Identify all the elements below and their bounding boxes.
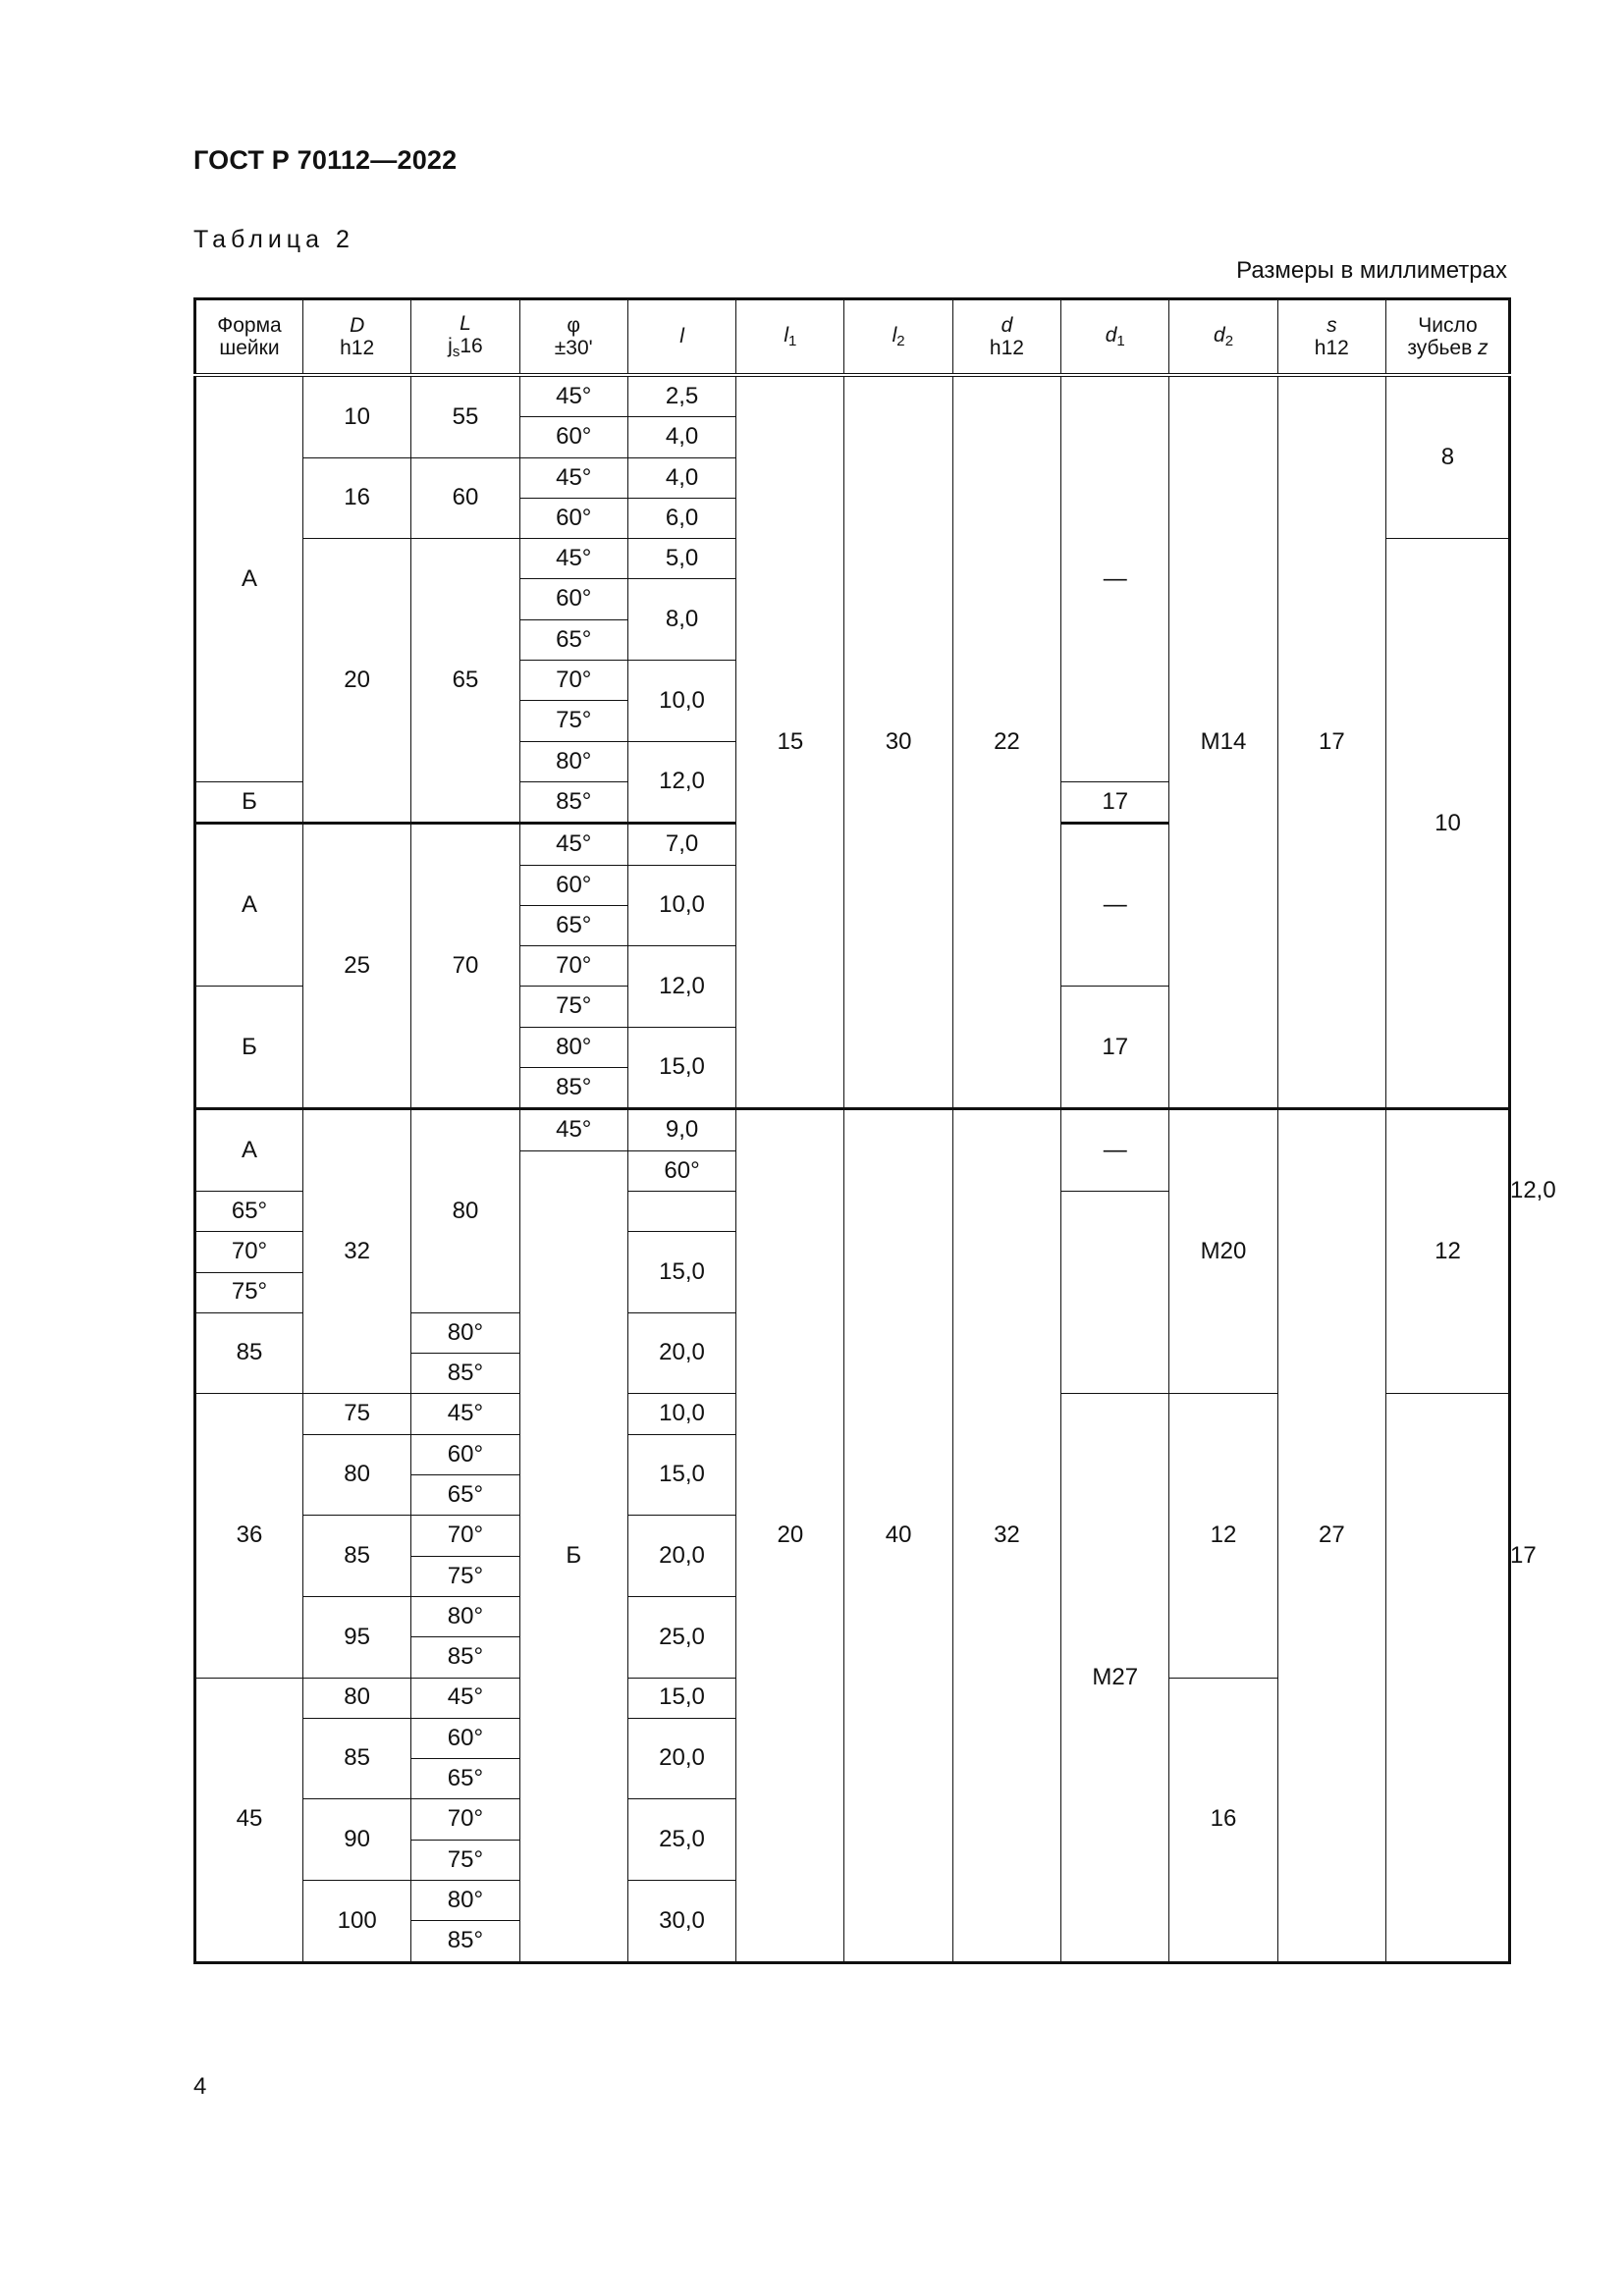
cell-L: 80 bbox=[411, 1109, 519, 1312]
cell-D: 36 bbox=[195, 1394, 303, 1678]
cell-phi: 75° bbox=[519, 987, 627, 1027]
cell-l: 15,0 bbox=[627, 1678, 735, 1718]
cell-L: 80 bbox=[303, 1678, 411, 1718]
cell-phi: 60° bbox=[627, 1150, 735, 1191]
cell-l: 5,0 bbox=[627, 539, 735, 579]
cell-L: 85 bbox=[303, 1516, 411, 1597]
cell-teeth-count: 10 bbox=[1385, 539, 1509, 1109]
cell-phi: 45° bbox=[411, 1678, 519, 1718]
table-row bbox=[195, 375, 1510, 417]
cell-l2: 30 bbox=[844, 375, 952, 1109]
cell-phi: 45° bbox=[411, 1394, 519, 1434]
cell-d2: M14 bbox=[1169, 375, 1277, 1109]
cell-phi: 65° bbox=[519, 619, 627, 660]
cell-d: 22 bbox=[952, 375, 1060, 1109]
cell-l: 25,0 bbox=[627, 1596, 735, 1678]
col-header-l2: $l_2$ bbox=[844, 299, 952, 376]
col-header-L: L $j_s16$ bbox=[411, 299, 519, 376]
cell-L: 75 bbox=[303, 1394, 411, 1434]
table-caption: Таблица 2 bbox=[193, 226, 354, 253]
cell-phi: 75° bbox=[411, 1840, 519, 1880]
cell-phi: 80° bbox=[411, 1880, 519, 1920]
cell-neck-form: А bbox=[195, 375, 303, 781]
table-row bbox=[195, 1109, 1510, 1150]
cell-L: 90 bbox=[303, 1799, 411, 1881]
cell-neck-form: Б bbox=[195, 987, 303, 1109]
cell-d2: M27 bbox=[1061, 1394, 1169, 1962]
cell-l: 7,0 bbox=[627, 824, 735, 865]
cell-phi: 65° bbox=[519, 905, 627, 945]
cell-phi: 85° bbox=[519, 1068, 627, 1109]
col-header-d: d h12 bbox=[952, 299, 1060, 376]
cell-l: 12,0 bbox=[627, 741, 735, 824]
cell-D: 16 bbox=[303, 457, 411, 539]
cell-phi: 85° bbox=[411, 1354, 519, 1394]
cell-d1: 17 bbox=[1061, 987, 1169, 1109]
cell-phi: 85° bbox=[519, 781, 627, 823]
cell-D: 32 bbox=[303, 1109, 411, 1394]
cell-l: 30,0 bbox=[627, 1880, 735, 1962]
cell-s: 17 bbox=[1277, 375, 1385, 1109]
cell-L: 100 bbox=[303, 1880, 411, 1962]
cell-phi: 75° bbox=[519, 701, 627, 741]
cell-phi: 60° bbox=[519, 498, 627, 538]
cell-D: 25 bbox=[303, 824, 411, 1109]
cell-D: 45 bbox=[195, 1678, 303, 1962]
cell-phi: 75° bbox=[195, 1272, 303, 1312]
document-number: ГОСТ Р 70112—2022 bbox=[193, 145, 458, 175]
cell-L: 60 bbox=[411, 457, 519, 539]
cell-phi: 70° bbox=[411, 1799, 519, 1840]
page-number: 4 bbox=[193, 2073, 207, 2100]
cell-d1: 17 bbox=[1061, 781, 1169, 823]
cell-phi: 60° bbox=[519, 579, 627, 619]
cell-phi: 60° bbox=[411, 1434, 519, 1474]
col-header-l1: $l_1$ bbox=[736, 299, 844, 376]
col-header-D: D h12 bbox=[303, 299, 411, 376]
cell-phi: 65° bbox=[411, 1475, 519, 1516]
cell-l: 20,0 bbox=[627, 1718, 735, 1799]
cell-l: 15,0 bbox=[627, 1434, 735, 1516]
cell-l: 20,0 bbox=[627, 1516, 735, 1597]
cell-l1: 20 bbox=[736, 1109, 844, 1962]
cell-phi: 65° bbox=[195, 1191, 303, 1231]
cell-l: 15,0 bbox=[627, 1027, 735, 1109]
col-header-l: l bbox=[627, 299, 735, 376]
cell-l: 2,5 bbox=[627, 375, 735, 417]
cell-phi: 80° bbox=[519, 741, 627, 781]
cell-phi: 80° bbox=[519, 1027, 627, 1067]
cell-l: 8,0 bbox=[627, 579, 735, 661]
cell-L: 80 bbox=[303, 1434, 411, 1516]
cell-d1: — bbox=[1061, 1109, 1169, 1192]
cell-d: 32 bbox=[952, 1109, 1060, 1962]
cell-l: 9,0 bbox=[627, 1109, 735, 1150]
cell-phi: 70° bbox=[411, 1516, 519, 1556]
cell-phi: 60° bbox=[519, 865, 627, 905]
cell-l: 4,0 bbox=[627, 457, 735, 498]
cell-L: 65 bbox=[411, 539, 519, 824]
table-header-row bbox=[195, 299, 1510, 376]
cell-L: 85 bbox=[195, 1312, 303, 1394]
cell-neck-form: Б bbox=[519, 1150, 627, 1962]
cell-s: 27 bbox=[1277, 1109, 1385, 1962]
cell-L: 55 bbox=[411, 375, 519, 457]
cell-neck-form: А bbox=[195, 1109, 303, 1192]
cell-d1: — bbox=[1061, 375, 1169, 781]
col-header-teeth-count: Число зубьев z bbox=[1385, 299, 1509, 376]
cell-l: 25,0 bbox=[627, 1799, 735, 1881]
cell-phi: 60° bbox=[519, 417, 627, 457]
col-header-d2: $d_2$ bbox=[1169, 299, 1277, 376]
cell-phi: 45° bbox=[519, 824, 627, 865]
cell-phi: 45° bbox=[519, 457, 627, 498]
cell-l: 4,0 bbox=[627, 417, 735, 457]
cell-phi: 70° bbox=[519, 661, 627, 701]
cell-phi: 80° bbox=[411, 1596, 519, 1636]
cell-d2: M20 bbox=[1169, 1109, 1277, 1394]
col-header-s: s h12 bbox=[1277, 299, 1385, 376]
cell-d1: — bbox=[1061, 824, 1169, 987]
cell-L: 70 bbox=[411, 824, 519, 1109]
cell-phi: 60° bbox=[411, 1718, 519, 1758]
cell-D: 10 bbox=[303, 375, 411, 457]
col-header-d1: $d_1$ bbox=[1061, 299, 1169, 376]
table-row: Б 60° 12,0 17 bbox=[195, 1150, 1510, 1191]
cell-l: 6,0 bbox=[627, 498, 735, 538]
cell-l: 12,0 bbox=[627, 946, 735, 1028]
units-note: Размеры в миллиметрах bbox=[1236, 257, 1507, 284]
cell-l: 20,0 bbox=[627, 1312, 735, 1394]
cell-phi: 45° bbox=[519, 375, 627, 417]
cell-L: 85 bbox=[303, 1718, 411, 1799]
cell-teeth-count: 8 bbox=[1385, 375, 1509, 539]
cell-neck-form: А bbox=[195, 824, 303, 987]
cell-l: 10,0 bbox=[627, 865, 735, 946]
cell-phi: 65° bbox=[411, 1759, 519, 1799]
cell-l: 10,0 bbox=[627, 661, 735, 742]
cell-L: 95 bbox=[303, 1596, 411, 1678]
col-header-phi: φ ±30' bbox=[519, 299, 627, 376]
cell-l: 15,0 bbox=[627, 1232, 735, 1313]
cell-teeth-count: 12 bbox=[1385, 1109, 1509, 1394]
cell-phi: 80° bbox=[411, 1312, 519, 1353]
cell-l: 10,0 bbox=[627, 1394, 735, 1434]
cell-teeth-count: 16 bbox=[1169, 1678, 1277, 1962]
cell-phi: 85° bbox=[411, 1637, 519, 1678]
cell-phi: 70° bbox=[519, 946, 627, 987]
cell-phi: 70° bbox=[195, 1232, 303, 1272]
col-header-neck-form: Форма шейки bbox=[195, 299, 303, 376]
cell-phi: 45° bbox=[519, 539, 627, 579]
cell-phi: 85° bbox=[411, 1921, 519, 1962]
cell-teeth-count: 12 bbox=[1169, 1394, 1277, 1678]
cell-neck-form: Б bbox=[195, 781, 303, 823]
cell-phi: 75° bbox=[411, 1556, 519, 1596]
cell-D: 20 bbox=[303, 539, 411, 824]
dimensions-table bbox=[193, 297, 1556, 1964]
cell-l2: 40 bbox=[844, 1109, 952, 1962]
cell-phi: 45° bbox=[519, 1109, 627, 1150]
cell-l1: 15 bbox=[736, 375, 844, 1109]
